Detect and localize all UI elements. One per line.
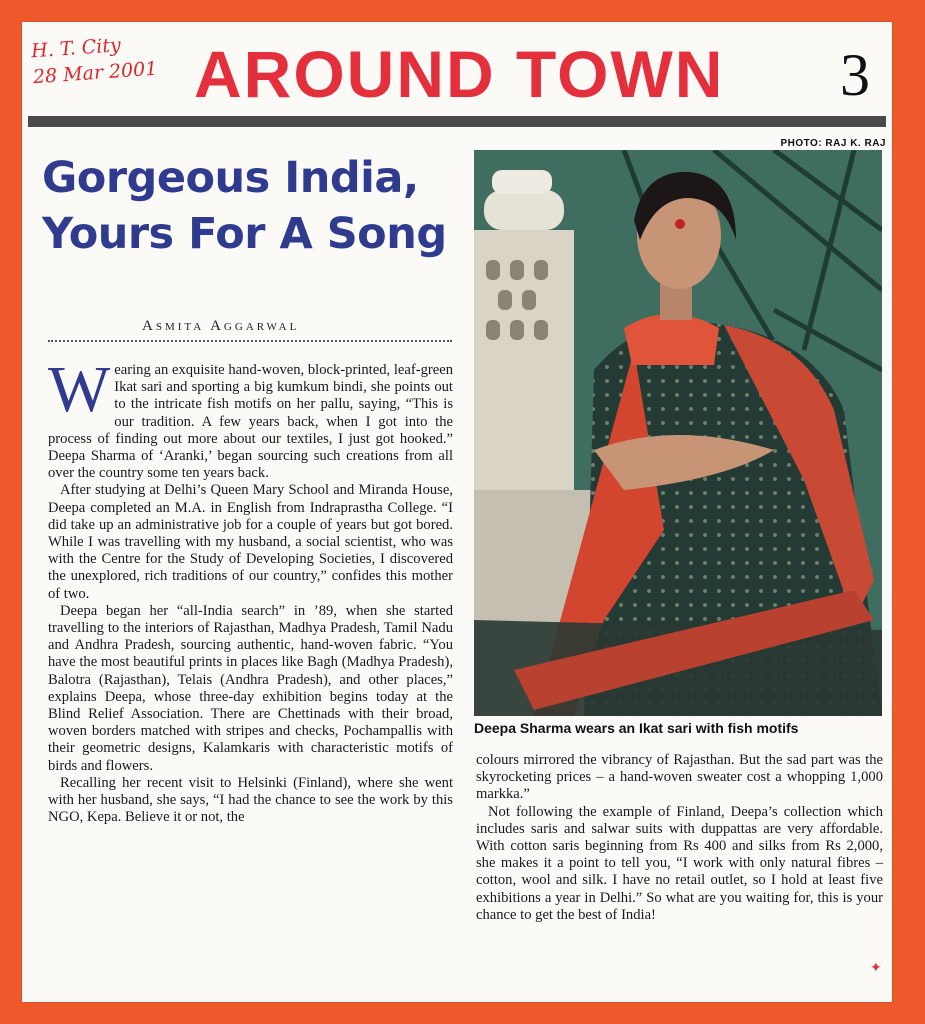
- article-paragraph: Recalling her recent visit to Helsinki (Finland), where she went with her husband, she says, “I had the chance to see the work by this NGO, Kepa. Believe it or not, the: [48, 774, 453, 826]
- end-of-article-mark-icon: ✦: [870, 960, 882, 976]
- section-title: AROUND TOWN: [194, 37, 725, 111]
- page-number: 3: [840, 42, 870, 108]
- byline-divider: [48, 340, 452, 342]
- drop-cap: W: [48, 353, 111, 426]
- article-photo: [474, 150, 882, 716]
- portrait-illustration: [474, 150, 882, 716]
- handwritten-date: 28 Mar 2001: [32, 57, 159, 89]
- handwritten-note: [30, 30, 158, 91]
- article-paragraph: Deepa began her “all-India search” in ’89, when she started travelling to the interiors of Rajasthan, Madhya Pradesh, Tamil Nadu and Andhra Pradesh, sourcing authentic, hand-woven fabric. “You have the most beautiful prints in places like Bagh (Madhya Pradesh), Balotra (Rajasthan), Telais (Andhra Pradesh), and other places,” explains Deepa, whose three-day exhibition begins today at the Blind Relief Association. There are Chettinads with their broad, woven borders matched with stripes and checks, Pochampallis with their geometric designs, Kalamkaris with characteristic motifs of birds and flowers.: [48, 602, 453, 774]
- article-byline: Asmita Aggarwal: [142, 318, 300, 334]
- paragraph-text: earing an exquisite hand-woven, block-printed, leaf-green Ikat sari and sporting a big kumkum bindi, she points out to the intricate fish motifs on her pallu, saying, “This is our tradition. A few years back, when I got into the process of finding out more about our textiles, I just got hooked.” Deepa Sharma of ‘Aranki,’ began sourcing such creations from all over the country some ten years back.: [48, 362, 453, 482]
- handwritten-source: H. T. City: [30, 34, 122, 63]
- article-body-right: [476, 752, 883, 924]
- article-body-left: [48, 353, 453, 826]
- article-paragraph: colours mirrored the vibrancy of Rajasthan. But the sad part was the skyrocketing prices – a hand-woven sweater cost a whopping 1,000 markka.”: [476, 752, 883, 803]
- photo-caption: Deepa Sharma wears an Ikat sari with fish motifs: [474, 720, 799, 736]
- header-rule: [28, 116, 886, 127]
- article-headline: Gorgeous India, Yours For A Song: [42, 153, 447, 259]
- newspaper-clipping: [22, 22, 892, 1002]
- article-paragraph: Not following the example of Finland, Deepa’s collection which includes saris and salwar suits with duppattas are very affordable. With cotton saris beginning from Rs 400 and silks from Rs 2,000, she makes it a point to tell you, “I work with only natural fibres – cotton, wool and silk. I have no retail outlet, so I hold at least five exhibitions a year in Delhi.” So what are you waiting for, this is your chance to get the best of India!: [476, 803, 883, 923]
- photo-credit: PHOTO: RAJ K. RAJ: [780, 138, 886, 149]
- article-paragraph: [48, 353, 453, 482]
- article-paragraph: After studying at Delhi’s Queen Mary School and Miranda House, Deepa completed an M.A. in English from Indraprastha College. “I did take up an administrative job for a couple of years but got bored. While I was travelling with my husband, a social scientist, who was with the Centre for the Study of Developing Societies, I discovered the unexplored, rich traditions of our country,” confides this mother of two.: [48, 482, 453, 602]
